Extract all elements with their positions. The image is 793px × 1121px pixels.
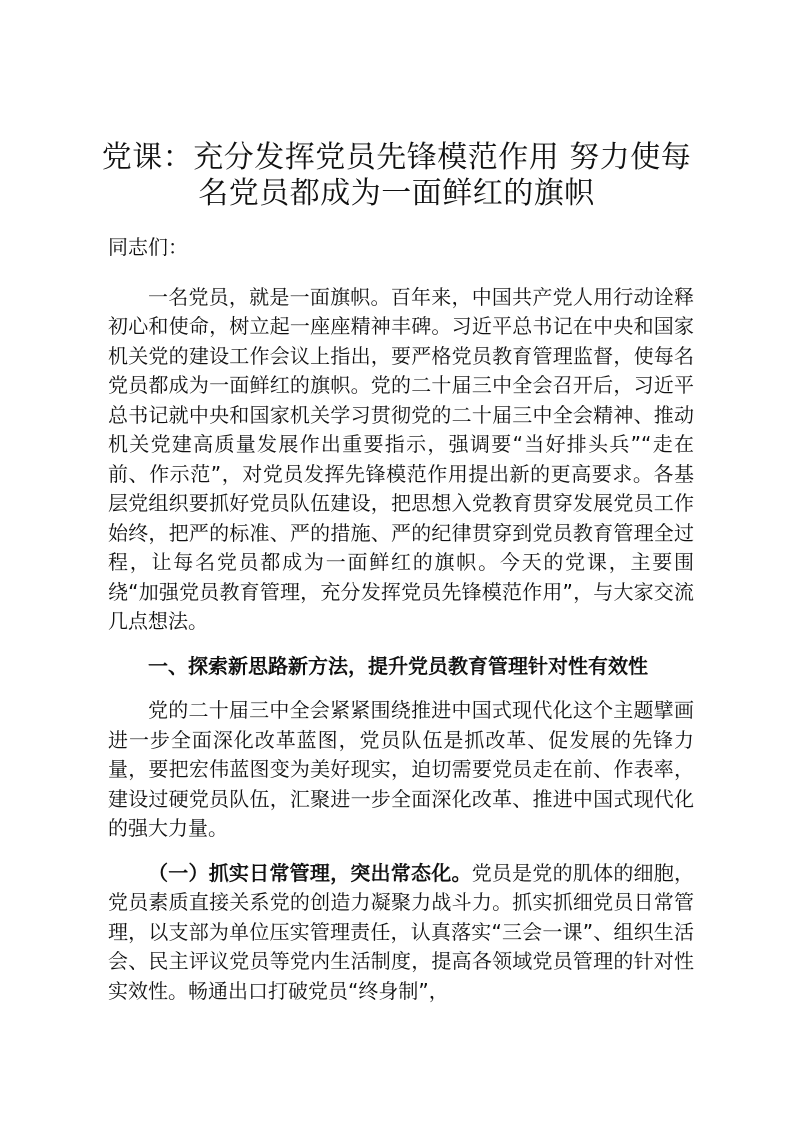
document-title <box>100 140 693 212</box>
paragraph-subsection-1 <box>108 859 694 1007</box>
paragraph-section-1: 党的二十届三中全会紧紧围绕推进中国式现代化这个主题擘画进一步全面深化改革蓝图，党员队伍是抓改革、促发展的先锋力量，要把宏伟蓝图变为美好现实，迫切需要党员走在前、作表率，建设过硬党员队伍，汇聚进一步全面深化改革、推进中国式现代化的强大力量。 <box>108 698 694 840</box>
subsection-heading-1: （一）抓实日常管理，突出常态化。 <box>148 860 472 885</box>
document-body <box>108 233 694 1021</box>
greeting: 同志们： <box>108 235 188 259</box>
section-heading-1: 一、探索新思路新方法，提升党员教育管理针对性有效性 <box>148 653 648 678</box>
subsection-text-1: 党员是党的肌体的细胞，党员素质直接关系党的创造力凝聚力战斗力。抓实抓细党员日常管理，以支部为单位压实管理责任，认真落实“三会一课”、组织生活会、民主评议党员等党内生活制度，提高各领域党员管理的针对性实效性。畅通出口打破党员“终身制”， <box>108 860 695 1003</box>
paragraph-intro: 一名党员，就是一面旗帜。百年来，中国共产党人用行动诠释初心和使命，树立起一座座精神丰碑。习近平总书记在中央和国家机关党的建设工作会议上指出，要严格党员教育管理监督，使每名党员都成为一面鲜红的旗帜。党的二十届三中全会召开后，习近平总书记就中央和国家机关学习贯彻党的二十届三中全会精神、推动机关党建高质量发展作出重要指示，强调要“当好排头兵”“走在前、作示范”，对党员发挥先锋模范作用提出新的更高要求。各基层党组织要抓好党员队伍建设，把思想入党教育贯穿发展党员工作始终，把严的标准、严的措施、严的纪律贯穿到党员教育管理全过程，让每名党员都成为一面鲜红的旗帜。今天的党课，主要围绕“加强党员教育管理，充分发挥党员先锋模范作用”，与大家交流几点想法。 <box>108 284 694 633</box>
title-line-2: 名党员都成为一面鲜红的旗帜 <box>198 176 595 211</box>
title-line-1: 党课：充分发挥党员先锋模范作用 努力使每 <box>101 140 692 175</box>
